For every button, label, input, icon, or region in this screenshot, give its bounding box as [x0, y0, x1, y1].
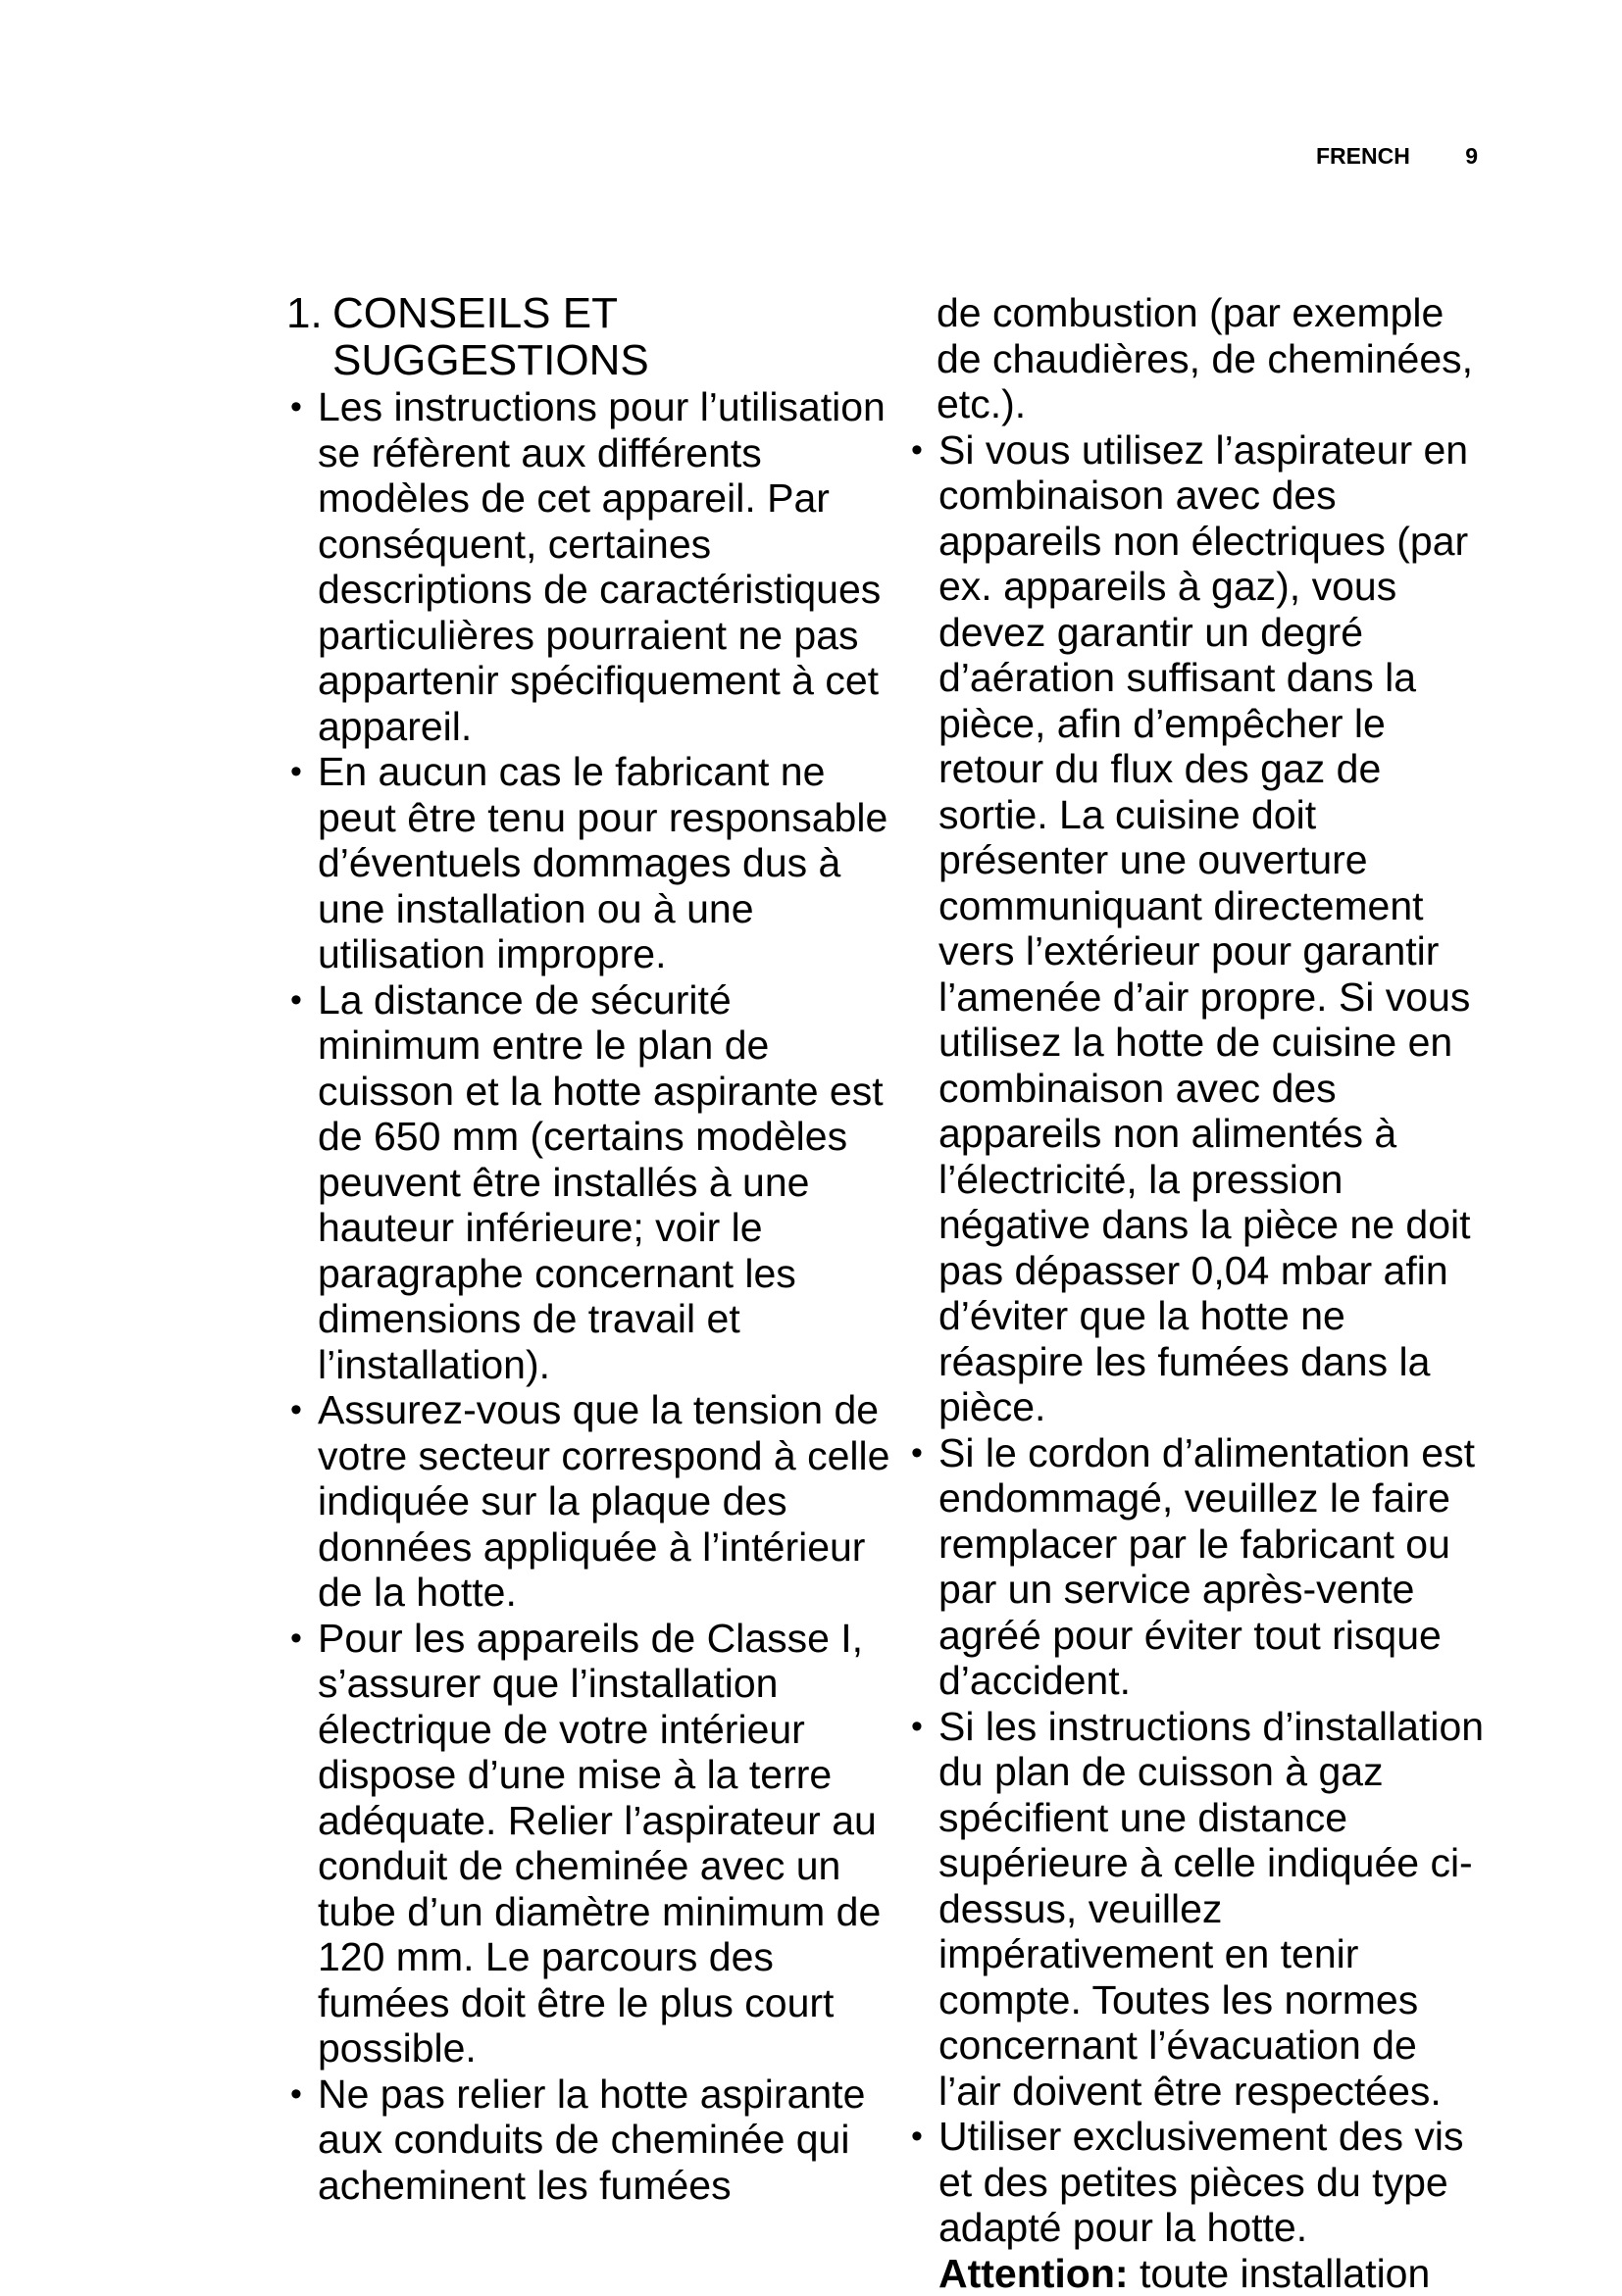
- list-item: • La distance de sécurité minimum entre le plan de cuisson et la hotte aspirante est de 650 mm (certains modèles peuvent être installés à une hauteur inférieure; voir le paragraphe concernant les dimensions de travail et l’installation).: [286, 977, 904, 1388]
- last-item-text: Utiliser exclusivement des vis et des petites pièces du type adapté pour la hotte.: [938, 2114, 1463, 2250]
- list-item: • Si le cordon d’alimentation est endommagé, veuillez le faire remplacer par le fabricant ou par un service après-vente agréé pour éviter tout risque d’accident.: [907, 1430, 1486, 1704]
- right-column: [937, 290, 1486, 2296]
- left-list: [286, 384, 904, 2208]
- attention-label: Attention:: [938, 2251, 1129, 2296]
- list-item: • Si vous utilisez l’aspirateur en combinaison avec des appareils non électriques (par ex. appareils à gaz), vous devez garantir un degré d’aération suffisant dans la pièce, afin d’empêcher le retour du flux des gaz de sortie. La cuisine doit présenter une ouverture communiquant directement vers l’extérieur pour garantir l’amenée d’air propre. Si vous utilisez la hotte de cuisine en combinaison avec des appareils non alimentés à l’électricité, la pression négative dans la pièce ne doit pas dépasser 0,04 mbar afin d’éviter que la hotte ne réaspire les fumées dans la pièce.: [907, 427, 1486, 1430]
- page-number: 9: [1465, 143, 1478, 169]
- right-list: [937, 427, 1486, 2296]
- list-item: • En aucun cas le fabricant ne peut être tenu pour responsable d’éventuels dommages dus à une installation ou à une utilisation impropre.: [286, 749, 904, 977]
- list-item: • Ne pas relier la hotte aspirante aux conduits de cheminée qui acheminent les fumées: [286, 2071, 904, 2209]
- section-title: CONSEILS ET SUGGESTIONS: [332, 289, 649, 384]
- list-item: • Pour les appareils de Classe I, s’assurer que l’installation électrique de votre intérieur dispose d’une mise à la terre adéquate. Relier l’aspirateur au conduit de cheminée avec un tube d’un diamètre minimum de 120 mm. Le parcours des fumées doit être le plus court possible.: [286, 1616, 904, 2071]
- list-item: • Si les instructions d’installation du plan de cuisson à gaz spécifient une distance supérieure à celle indiquée ci-dessus, veuillez impérativement en tenir compte. Toutes les normes concernant l’évacuation de l’air doivent être respectées.: [907, 1704, 1486, 2115]
- list-item-last: [907, 2114, 1486, 2296]
- page-header: [1316, 143, 1478, 170]
- list-item: • Les instructions pour l’utilisation se réfèrent aux différents modèles de cet appareil. Par conséquent, certaines descriptions de caractéristiques particulières pourraient ne pas appartenir spécifiquement à cet appareil.: [286, 384, 904, 749]
- list-item: • Assurez-vous que la tension de votre secteur correspond à celle indiquée sur la plaque des données appliquée à l’intérieur de la hotte.: [286, 1387, 904, 1616]
- section-heading: [286, 290, 904, 384]
- section-number: 1.: [286, 290, 332, 337]
- left-column: [286, 290, 904, 2208]
- attention-text: toute installation: [1140, 2251, 1430, 2296]
- language-label: FRENCH: [1316, 143, 1410, 169]
- continued-text: de combustion (par exemple de chaudières, de cheminées, etc.).: [937, 290, 1486, 427]
